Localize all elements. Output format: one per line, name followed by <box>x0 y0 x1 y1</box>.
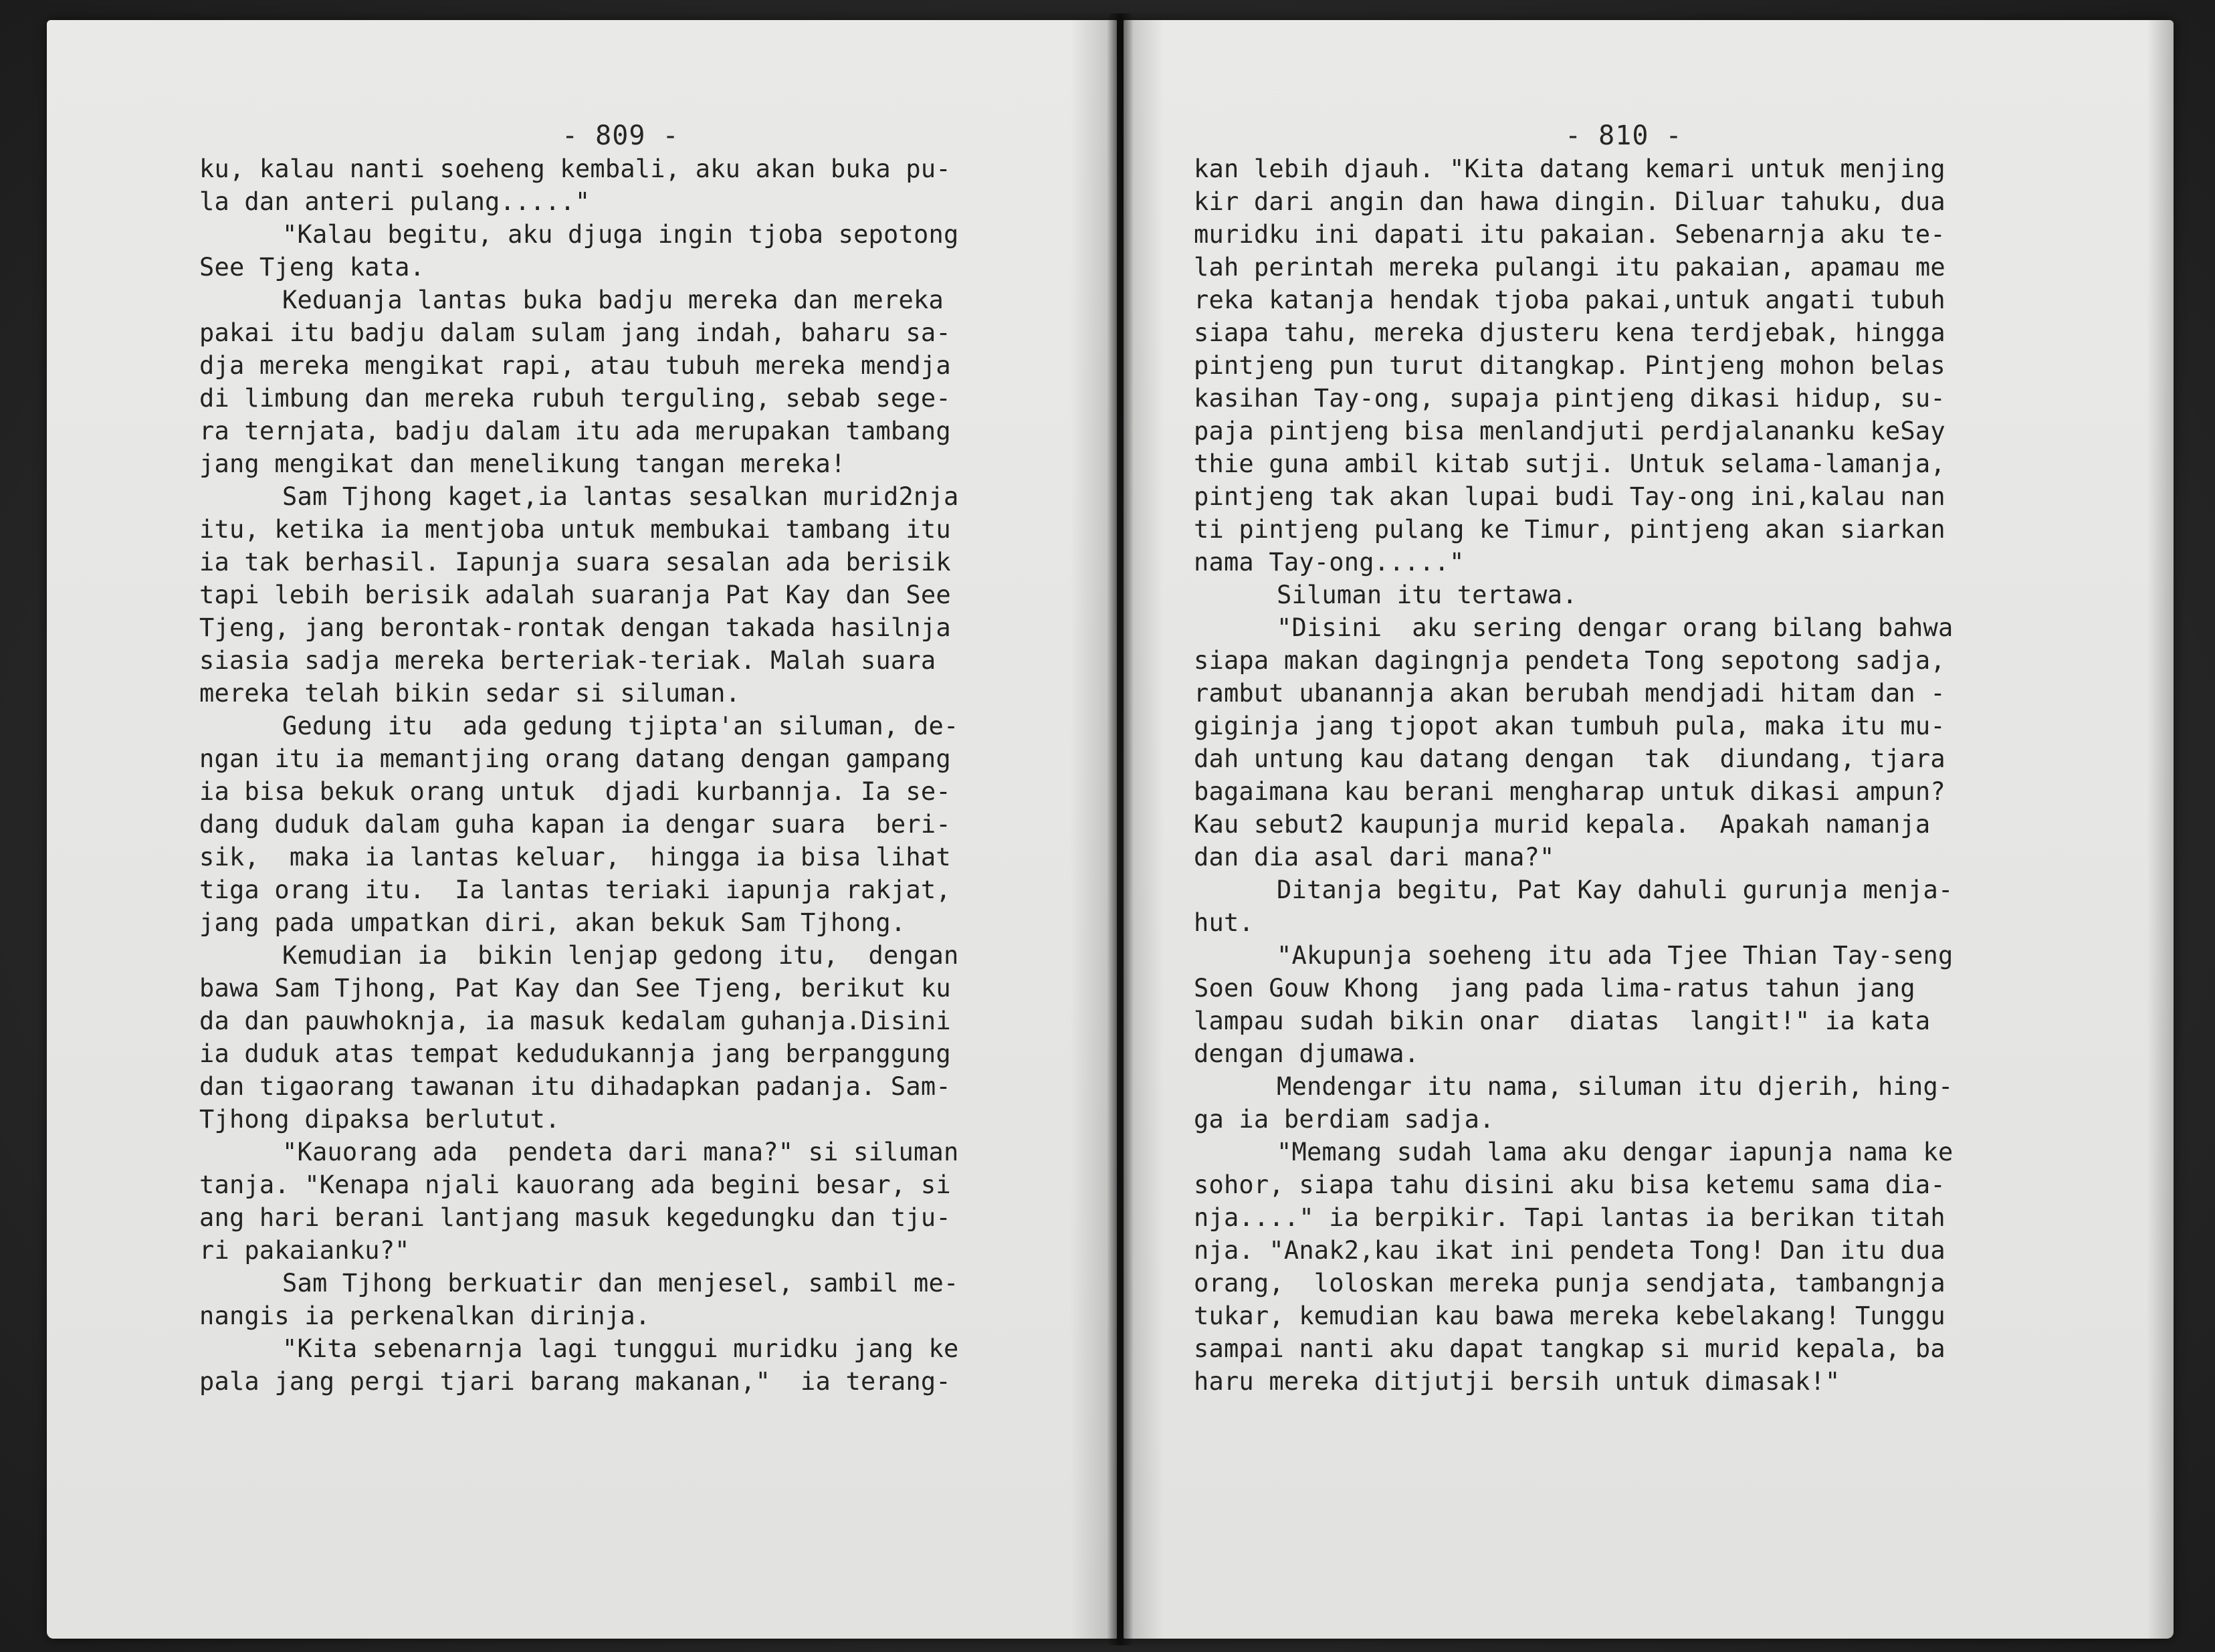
text-line: "Kalau begitu, aku djuga ingin tjoba sepotong <box>282 220 959 249</box>
text-line: pakai itu badju dalam sulam jang indah, baharu sa- <box>199 318 951 347</box>
text-line: "Kita sebenarnja lagi tunggui muridku jang ke <box>282 1334 959 1363</box>
text-line: Sam Tjhong berkuatir dan menjesel, sambil me- <box>282 1269 959 1298</box>
text-line: haru mereka ditjutji bersih untuk dimasak!" <box>1194 1367 1840 1396</box>
text-line: Tjeng, jang berontak-rontak dengan takada hasilnja <box>199 613 951 642</box>
text-line: ri pakaianku?" <box>199 1236 410 1265</box>
text-line: "Akupunja soeheng itu ada Tjee Thian Tay-seng <box>1277 941 1954 970</box>
text-line: ku, kalau nanti soeheng kembali, aku akan buka pu- <box>199 154 951 183</box>
text-line: dan tigaorang tawanan itu dihadapkan padanja. Sam- <box>199 1072 951 1101</box>
text-line: jang mengikat dan menelikung tangan mereka! <box>199 449 846 478</box>
text-line: nangis ia perkenalkan dirinja. <box>199 1302 651 1330</box>
text-line: See Tjeng kata. <box>199 253 425 282</box>
text-line: Gedung itu ada gedung tjipta'an siluman, de- <box>282 712 959 740</box>
text-line: pintjeng tak akan lupai budi Tay-ong ini,kalau nan <box>1194 482 1945 511</box>
text-line: bagaimana kau berani mengharap untuk dikasi ampun? <box>1194 777 1945 806</box>
text-line: siapa makan dagingnja pendeta Tong sepotong sadja, <box>1194 646 1945 675</box>
text-line: pala jang pergi tjari barang makanan," ia terang- <box>199 1367 951 1396</box>
text-line: sohor, siapa tahu disini aku bisa ketemu sama dia- <box>1194 1170 1945 1199</box>
text-line: giginja jang tjopot akan tumbuh pula, maka itu mu- <box>1194 712 1945 740</box>
text-line: pintjeng pun turut ditangkap. Pintjeng mohon belas <box>1194 351 1945 380</box>
text-line: sampai nanti aku dapat tangkap si murid kepala, ba <box>1194 1334 1945 1363</box>
text-line: bawa Sam Tjhong, Pat Kay dan See Tjeng, berikut ku <box>199 974 951 1003</box>
text-line: siapa tahu, mereka djusteru kena terdjebak, hingga <box>1194 318 1945 347</box>
text-line: orang, loloskan mereka punja sendjata, tambangnja <box>1194 1269 1945 1298</box>
text-line: lah perintah mereka pulangi itu pakaian, apamau me <box>1194 253 1945 282</box>
text-line: ang hari berani lantjang masuk kegedungku dan tju- <box>199 1203 951 1232</box>
page-number-left: - 809 - <box>562 120 679 151</box>
text-line: ia duduk atas tempat kedudukannja jang berpanggung <box>199 1039 951 1068</box>
text-line: dengan djumawa. <box>1194 1039 1420 1068</box>
text-line: paja pintjeng bisa menlandjuti perdjalananku keSay <box>1194 417 1945 445</box>
text-line: Ditanja begitu, Pat Kay dahuli gurunja menja- <box>1277 875 1954 904</box>
text-line: reka katanja hendak tjoba pakai,untuk angati tubuh <box>1194 286 1945 314</box>
right-page <box>1124 20 2174 1639</box>
text-line: ia tak berhasil. Iapunja suara sesalan ada berisik <box>199 548 951 577</box>
text-line: Mendengar itu nama, siluman itu djerih, hing- <box>1277 1072 1954 1101</box>
text-line: Kau sebut2 kaupunja murid kepala. Apakah namanja <box>1194 810 1931 839</box>
text-line: dan dia asal dari mana?" <box>1194 843 1555 871</box>
text-line: tapi lebih berisik adalah suaranja Pat Kay dan See <box>199 581 951 609</box>
text-line: nama Tay-ong....." <box>1194 548 1465 577</box>
left-page <box>47 20 1117 1639</box>
text-line: "Disini aku sering dengar orang bilang bahwa <box>1277 613 1954 642</box>
text-line: tiga orang itu. Ia lantas teriaki iapunja rakjat, <box>199 875 951 904</box>
text-line: mereka telah bikin sedar si siluman. <box>199 679 741 708</box>
text-line: Soen Gouw Khong jang pada lima-ratus tahun jang <box>1194 974 1915 1003</box>
text-line: nja. "Anak2,kau ikat ini pendeta Tong! Dan itu dua <box>1194 1236 1945 1265</box>
text-line: thie guna ambil kitab sutji. Untuk selama-lamanja, <box>1194 449 1945 478</box>
text-line: kasihan Tay-ong, supaja pintjeng dikasi hidup, su- <box>1194 384 1945 413</box>
text-line: la dan anteri pulang....." <box>199 187 591 216</box>
text-line: Sam Tjhong kaget,ia lantas sesalkan murid2nja <box>282 482 959 511</box>
text-line: da dan pauwhoknja, ia masuk kedalam guhanja.Disini <box>199 1007 951 1035</box>
text-line: sik, maka ia lantas keluar, hingga ia bisa lihat <box>199 843 951 871</box>
text-line: ra ternjata, badju dalam itu ada merupakan tambang <box>199 417 951 445</box>
text-line: rambut ubanannja akan berubah mendjadi hitam dan - <box>1194 679 1945 708</box>
text-line: dja mereka mengikat rapi, atau tubuh mereka mendja <box>199 351 951 380</box>
text-line: jang pada umpatkan diri, akan bekuk Sam Tjhong. <box>199 908 906 937</box>
left-page-text <box>199 152 958 1398</box>
text-line: tukar, kemudian kau bawa mereka kebelakang! Tunggu <box>1194 1302 1945 1330</box>
text-line: dah untung kau datang dengan tak diundang, tjara <box>1194 744 1945 773</box>
text-line: nja...." ia berpikir. Tapi lantas ia berikan titah <box>1194 1203 1945 1232</box>
text-line: Keduanja lantas buka badju mereka dan mereka <box>282 286 944 314</box>
text-line: kir dari angin dan hawa dingin. Diluar tahuku, dua <box>1194 187 1945 216</box>
text-line: tanja. "Kenapa njali kauorang ada begini besar, si <box>199 1170 951 1199</box>
text-line: itu, ketika ia mentjoba untuk membukai tambang itu <box>199 515 951 544</box>
book-gutter <box>1107 13 1134 1645</box>
page-number-right: - 810 - <box>1565 120 1683 151</box>
text-line: ngan itu ia memantjing orang datang dengan gampang <box>199 744 951 773</box>
text-line: siasia sadja mereka berteriak-teriak. Malah suara <box>199 646 936 675</box>
text-line: hut. <box>1194 908 1254 937</box>
text-line: ia bisa bekuk orang untuk djadi kurbannja. Ia se- <box>199 777 951 806</box>
text-line: dang duduk dalam guha kapan ia dengar suara beri- <box>199 810 951 839</box>
text-line: kan lebih djauh. "Kita datang kemari untuk menjing <box>1194 154 1945 183</box>
text-line: Kemudian ia bikin lenjap gedong itu, dengan <box>282 941 959 970</box>
text-line: lampau sudah bikin onar diatas langit!" ia kata <box>1194 1007 1931 1035</box>
text-line: Siluman itu tertawa. <box>1277 581 1578 609</box>
text-line: "Memang sudah lama aku dengar iapunja nama ke <box>1277 1138 1954 1166</box>
text-line: di limbung dan mereka rubuh terguling, sebab sege- <box>199 384 951 413</box>
text-line: "Kauorang ada pendeta dari mana?" si siluman <box>282 1138 959 1166</box>
text-line: ti pintjeng pulang ke Timur, pintjeng akan siarkan <box>1194 515 1945 544</box>
text-line: ga ia berdiam sadja. <box>1194 1105 1495 1134</box>
text-line: muridku ini dapati itu pakaian. Sebenarnja aku te- <box>1194 220 1945 249</box>
text-line: Tjhong dipaksa berlutut. <box>199 1105 560 1134</box>
right-page-text <box>1194 152 1953 1398</box>
